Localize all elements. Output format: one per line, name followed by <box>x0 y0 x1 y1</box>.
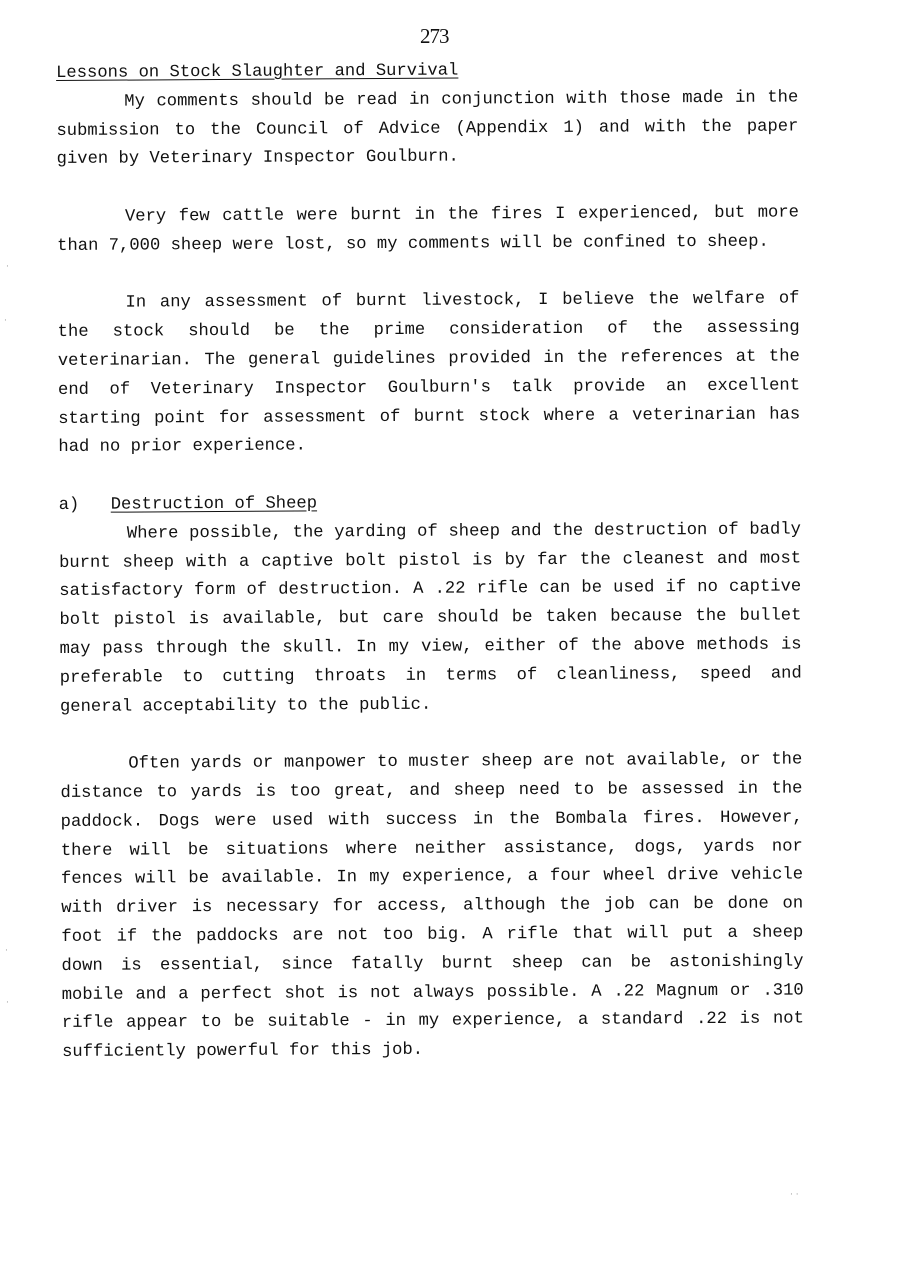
section-heading <box>56 55 798 88</box>
document-body <box>56 55 804 1067</box>
destruction-paragraph-2: Often yards or manpower to muster sheep are not available, or the distance to yards is too great, and sheep need to be assessed in the paddock. Dogs were used with success in the Bombala fires. However, there will be situations where neither assistance, dogs, yards nor fences will be available. In my experience, a four wheel drive vehicle with driver is necessary for access, although the job can be done on foot if the paddocks are not too big. A rifle that will put a sheep down is essential, since fatally burnt sheep can be astonishingly mobile and a perfect shot is not always possible. A .22 Magnum or .310 rifle appear to be suitable - in my experience, a standard .22 is not sufficiently powerful for this job. <box>60 750 804 1063</box>
scan-speck: · <box>5 946 8 956</box>
scan-speck: · <box>4 316 7 326</box>
page-number: 273 <box>420 24 449 48</box>
scan-speck: · <box>6 262 9 272</box>
scan-speck: · <box>6 998 9 1008</box>
intro-paragraph-2: Very few cattle were burnt in the fires I experienced, but more than 7,000 sheep were lost, so my comments will be confined to sheep. <box>57 203 800 256</box>
subsection-marker: a) <box>58 495 80 515</box>
subsection-heading <box>59 487 801 520</box>
intro-paragraph-1: My comments should be read in conjunction with those made in the submission to the Council of Advice (Appendix 1) and with the paper given by Veterinary Inspector Goulburn. <box>56 88 799 170</box>
section-heading-text: Lessons on Stock Slaughter and Survival <box>56 61 459 83</box>
subsection-title: Destruction of Sheep <box>110 494 318 515</box>
scan-speck: · · <box>790 1190 799 1200</box>
destruction-paragraph-1: Where possible, the yarding of sheep and the destruction of badly burnt sheep with a captive bolt pistol is by far the cleanest and most satisfactory form of destruction. A .22 rifle can be used if no captive bolt pistol is available, but care should be taken because the bullet may pass through the skull. In my view, either of the above methods is preferable to cutting throats in terms of cleanliness, speed and general acceptability to the public. <box>59 520 802 717</box>
intro-paragraph-3: In any assessment of burnt livestock, I believe the welfare of the stock should be the prime consideration of the assessing veterinarian. The general guidelines provided in the references at the end of Veterinary Inspector Goulburn's talk provide an excellent starting point for assessment of burnt stock where a veterinarian has had no prior experience. <box>57 289 801 458</box>
